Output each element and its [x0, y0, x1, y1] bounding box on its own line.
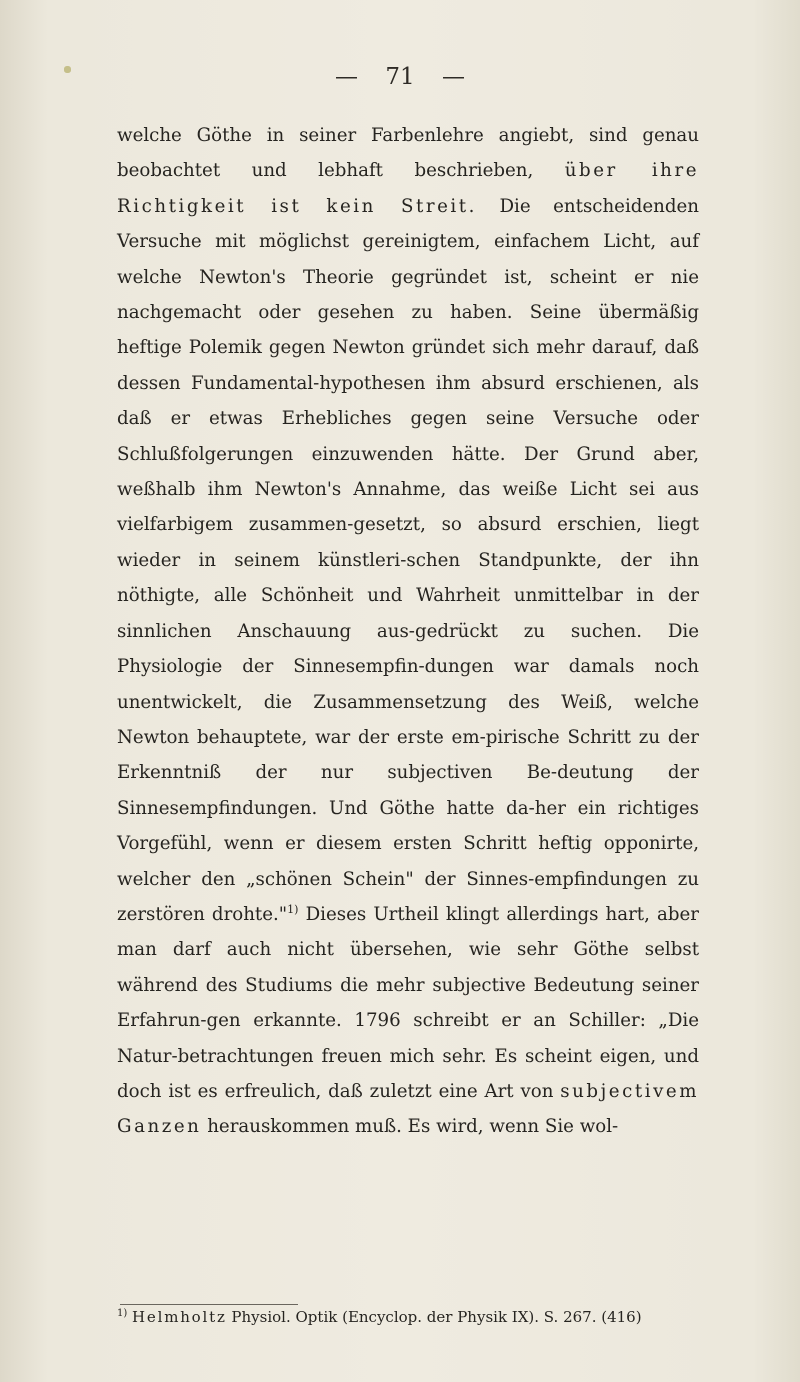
- page-number: 71: [385, 64, 415, 90]
- text-after-emphasis-2: herauskommen muß. Es wird, wenn Sie wol-: [201, 1116, 619, 1138]
- emphasis-1: über ihre Richtigkeit ist kein Streit.: [117, 160, 700, 217]
- main-paragraph: [117, 118, 699, 1145]
- footnote-citation: Physiol. Optik (Encyclop. der Physik IX). S. 267. (416): [226, 1308, 642, 1326]
- footnote-author: Helmholtz: [132, 1308, 227, 1326]
- footnote-reference: 1): [287, 902, 299, 916]
- footnote-marker: 1): [117, 1308, 128, 1319]
- body-text: [117, 118, 699, 1145]
- footnote-divider: [120, 1304, 298, 1305]
- header-dash-left: —: [335, 64, 359, 90]
- text-after-emphasis-1: Die entscheidenden Versuche mit möglichst gereinigtem, einfachem Licht, auf welche Newton's Theorie gegründet ist, scheint er nie nachgemacht oder gesehen zu haben. Seine übermäßig heftige Polemik gegen Newton gründet sich mehr darauf, daß dessen Fundamental-hypothesen ihm absurd erschienen, als daß er etwas Erhebliches gegen seine Versuche oder Schlußfolgerungen einzuwenden hätte. Der Grund aber, weßhalb ihm Newton's Annahme, das weiße Licht sei aus vielfarbigem zusammen-gesetzt, so absurd erschien, liegt wieder in seinem künstleri-schen Standpunkte, der ihn nöthigte, alle Schönheit und Wahrheit unmittelbar in der sinnlichen Anschauung aus-gedrückt zu suchen. Die Physiologie der Sinnesempfin-dungen war damals noch unentwickelt, die Zusammensetzung des Weiß, welche Newton behauptete, war der erste em-pirische Schritt zu der Erkenntniß der nur subjectiven Be-deutung der Sinnesempfindungen. Und Göthe hatte da-her ein richtiges Vorgefühl, wenn er diesem ersten Schritt heftig opponirte, welcher den „schönen Schein" der Sinnes-empfindungen zu zerstören drohte.": [117, 195, 699, 925]
- page-header: [0, 62, 800, 92]
- footnote: [117, 1306, 699, 1328]
- header-dash-right: —: [441, 64, 465, 90]
- text-before-emphasis-1: welche Göthe in seiner Farbenlehre angiebt, sind genau beobachtet und lebhaft beschrieben,: [117, 125, 699, 182]
- text-after-reference: Dieses Urtheil klingt allerdings hart, aber man darf auch nicht übersehen, wie sehr Göthe selbst während des Studiums die mehr subjective Bedeutung seiner Erfahrun-gen erkannte. 1796 schreibt er an Schiller: „Die Natur-betrachtungen freuen mich sehr. Es scheint eigen, und doch ist es erfreulich, daß zuletzt eine Art von: [117, 903, 699, 1102]
- emphasis-2: subjectivem Ganzen: [117, 1080, 699, 1138]
